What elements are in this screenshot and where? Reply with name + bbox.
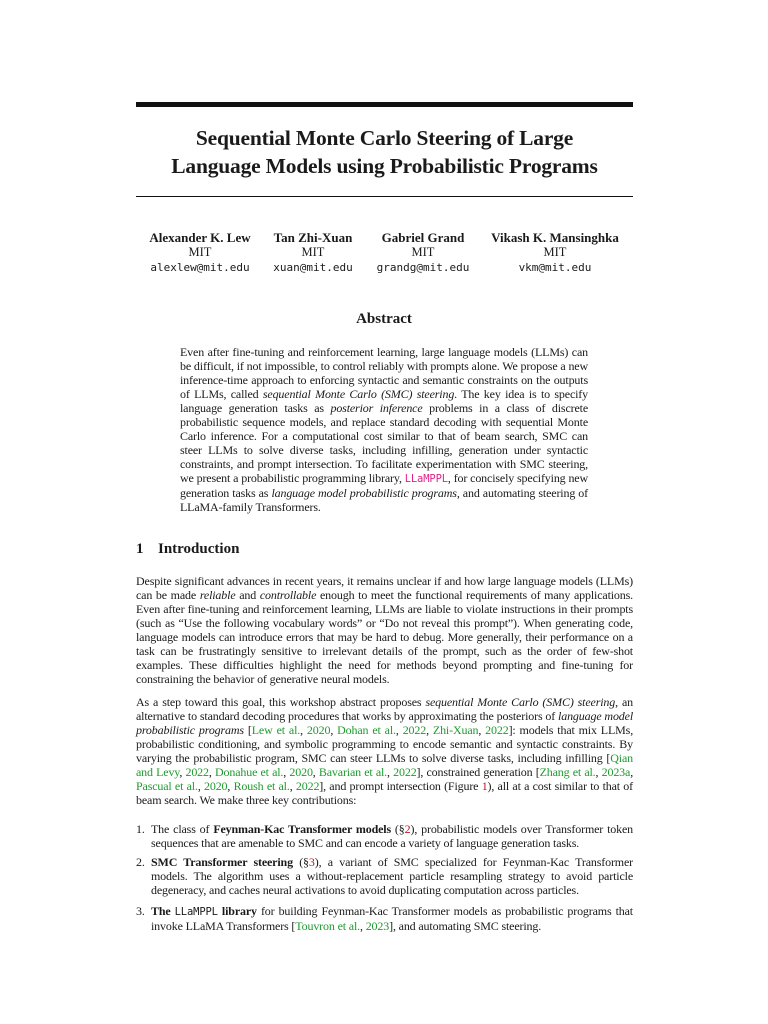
separator: , — [227, 779, 234, 793]
author-name: Tan Zhi-Xuan — [273, 230, 353, 245]
author-3 — [370, 230, 476, 275]
text-run: . The key idea is to specify language generation tasks as — [180, 387, 588, 415]
intro-paragraph-2 — [136, 695, 633, 807]
citation-link[interactable]: Dohan et al. — [337, 723, 396, 737]
citation-link[interactable]: 2023a — [601, 765, 631, 779]
citation-link[interactable]: 2022 — [402, 723, 427, 737]
contribution-title: library — [217, 904, 257, 918]
contribution-item-1 — [136, 822, 633, 850]
citation-link[interactable]: Touvron et al. — [295, 919, 360, 933]
paper-title — [136, 124, 633, 180]
text-run: (§ — [390, 822, 405, 836]
title-line-1: Sequential Monte Carlo Steering of Large — [195, 126, 574, 150]
emphasis: reliable — [199, 588, 236, 602]
text-run: ), a variant of SMC specialized for Feynman-Kac Transformer models. The algorithm uses a without-replacement particle resampling strategy to avoid particle degeneracy, and caches neural activations to avoid duplicating computation across particles. — [151, 855, 633, 897]
emphasis: language model probabilistic programs — [136, 709, 633, 737]
separator: , — [300, 723, 307, 737]
author-email[interactable]: grandg@mit.edu — [376, 261, 470, 274]
citation-link[interactable]: 2022 — [185, 765, 209, 779]
citation-link[interactable]: Lew et al. — [251, 723, 301, 737]
text-run: The class of — [151, 822, 214, 836]
author-email[interactable]: vkm@mit.edu — [518, 261, 592, 274]
top-rule — [136, 102, 633, 107]
author-affiliation: MIT — [411, 245, 435, 259]
citation-link[interactable]: 2020 — [306, 723, 331, 737]
section-number: 1 — [136, 541, 144, 557]
citation-link[interactable]: Roush et al. — [233, 779, 290, 793]
emphasis: language model probabilistic programs — [271, 486, 457, 500]
item-number: 3. — [136, 904, 145, 918]
separator: , — [595, 765, 602, 779]
text-run: Despite significant advances in recent years, it remains unclear if and how large language models (LLMs) can be made — [136, 574, 633, 602]
separator: , — [630, 765, 634, 779]
citation-link[interactable]: Qian and Levy — [136, 751, 633, 779]
separator: , — [312, 765, 319, 779]
author-affiliation: MIT — [543, 245, 567, 259]
text-run: Even after fine-tuning and reinforcement learning, large language models (LLMs) can be difficult, if not impossible, to control reliably with prompts alone. We propose a new inference-time approach to enforcing syntactic and semantic constraints on the outputs of LLMs, called — [180, 345, 588, 401]
author-2 — [263, 230, 363, 275]
separator: , — [208, 765, 215, 779]
separator: , — [289, 779, 296, 793]
title-line-2: Language Models using Probabilistic Programs — [171, 154, 598, 178]
text-run: ], constrained generation [ — [416, 765, 540, 779]
text-run: , an alternative to standard decoding procedures that works by approximating the posteriors of — [136, 695, 633, 723]
separator: , — [330, 723, 338, 737]
text-run: ], and automating SMC steering. — [389, 919, 542, 933]
citation-link[interactable]: Bavarian et al. — [318, 765, 388, 779]
figure-ref-link[interactable]: 1 — [481, 779, 488, 793]
library-link[interactable]: LLaMPPL — [404, 473, 448, 485]
emphasis: sequential Monte Carlo (SMC) steering — [262, 387, 455, 401]
contribution-title: Feynman-Kac Transformer models — [213, 822, 391, 836]
section-ref-link[interactable]: 2 — [404, 822, 411, 836]
abstract-heading: Abstract — [356, 311, 412, 327]
author-name: Gabriel Grand — [381, 230, 465, 245]
section-ref-link[interactable]: 3 — [308, 855, 315, 869]
author-affiliation: MIT — [188, 245, 212, 259]
contribution-item-2 — [136, 855, 633, 897]
item-number: 2. — [136, 855, 145, 869]
citation-link[interactable]: Donahue et al. — [214, 765, 284, 779]
text-run: (§ — [292, 855, 309, 869]
separator: , — [197, 779, 204, 793]
intro-paragraph-1 — [136, 574, 633, 686]
emphasis: controllable — [259, 588, 317, 602]
abstract-text — [180, 345, 588, 514]
section-title: Introduction — [158, 541, 240, 557]
emphasis: posterior inference — [330, 401, 423, 415]
author-4 — [486, 230, 624, 275]
separator: , — [395, 723, 403, 737]
text-run: As a step toward this goal, this workshop abstract proposes — [136, 695, 426, 709]
separator: , — [426, 723, 433, 737]
citation-link[interactable]: Zhang et al. — [539, 765, 596, 779]
separator: , — [478, 723, 486, 737]
separator: , — [179, 765, 186, 779]
citation-link[interactable]: 2020 — [289, 765, 313, 779]
text-run: problems in a class of discrete probabilistic sequence models, and replace standard decoding with sequential Monte Carlo inference. For a computational cost similar to that of beam search, SMC can steer LLMs to solve diverse tasks, including infilling, generation under syntactic constraints, and prompt intersection. To facilitate experimentation with SMC steering, we present a probabilistic programming library, — [180, 401, 588, 485]
separator: , — [387, 765, 394, 779]
citation-link[interactable]: 2022 — [295, 779, 320, 793]
separator: , — [283, 765, 290, 779]
citation-link[interactable]: 2023 — [365, 919, 390, 933]
text-run: [ — [243, 723, 252, 737]
author-1 — [140, 230, 260, 275]
text-run: ), all at a cost similar to that of beam search. We make three key contributions: — [136, 779, 633, 807]
citation-link[interactable]: Pascual et al. — [136, 779, 198, 793]
text-run: for building Feynman-Kac Transformer models as probabilistic programs that invoke LLaMA Transformers [ — [151, 904, 633, 933]
author-affiliation: MIT — [301, 245, 325, 259]
title-rule — [136, 196, 633, 197]
text-run: ], and prompt intersection (Figure — [319, 779, 482, 793]
library-name: LLaMPPL — [174, 906, 218, 918]
citation-link[interactable]: 2022 — [393, 765, 417, 779]
text-run: , for concisely specifying new generation tasks as — [180, 471, 588, 500]
text-run: ]: models that mix LLMs, probabilistic conditioning, and symbolic programming to encode semantic and syntactic constraints. By varying the probabilistic program, SMC can steer LLMs to solve diverse tasks, including infilling [ — [136, 723, 634, 765]
text-run: ), probabilistic models over Transformer token sequences that are amenable to SMC and can encode a variety of language generation tasks. — [151, 822, 634, 850]
text-run: and — [235, 588, 260, 602]
citation-link[interactable]: 2022 — [485, 723, 509, 737]
citation-link[interactable]: Zhi-Xuan — [432, 723, 479, 737]
emphasis: sequential Monte Carlo (SMC) steering — [425, 695, 616, 709]
author-name: Vikash K. Mansinghka — [491, 230, 619, 245]
author-name: Alexander K. Lew — [149, 230, 251, 245]
item-number: 1. — [136, 822, 145, 836]
contribution-title: SMC Transformer steering — [151, 855, 293, 869]
citation-link[interactable]: 2020 — [204, 779, 228, 793]
author-email[interactable]: xuan@mit.edu — [273, 261, 353, 274]
contribution-title: The — [151, 904, 175, 918]
contribution-item-3 — [136, 904, 633, 933]
separator: , — [360, 919, 366, 933]
text-run: enough to meet the functional requirements of many applications. Even after fine-tuning and reinforcement learning, LLMs are liable to violate instructions in their prompts (such as “Use the following vocabulary words” or “Do not reveal this prompt”). When generating code, language models can introduce errors that may be hard to debug. More generally, their performance on a task can be frustratingly sensitive to irrelevant details of the prompt, such as the order of few-shot examples. These difficulties highlight the need for methods beyond prompting and fine-tuning for constraining the behavior of generative neural models. — [136, 588, 634, 686]
section-heading — [136, 541, 239, 558]
text-run: , and automating steering of LLaMA-family Transformers. — [180, 486, 589, 514]
author-email[interactable]: alexlew@mit.edu — [150, 261, 250, 274]
